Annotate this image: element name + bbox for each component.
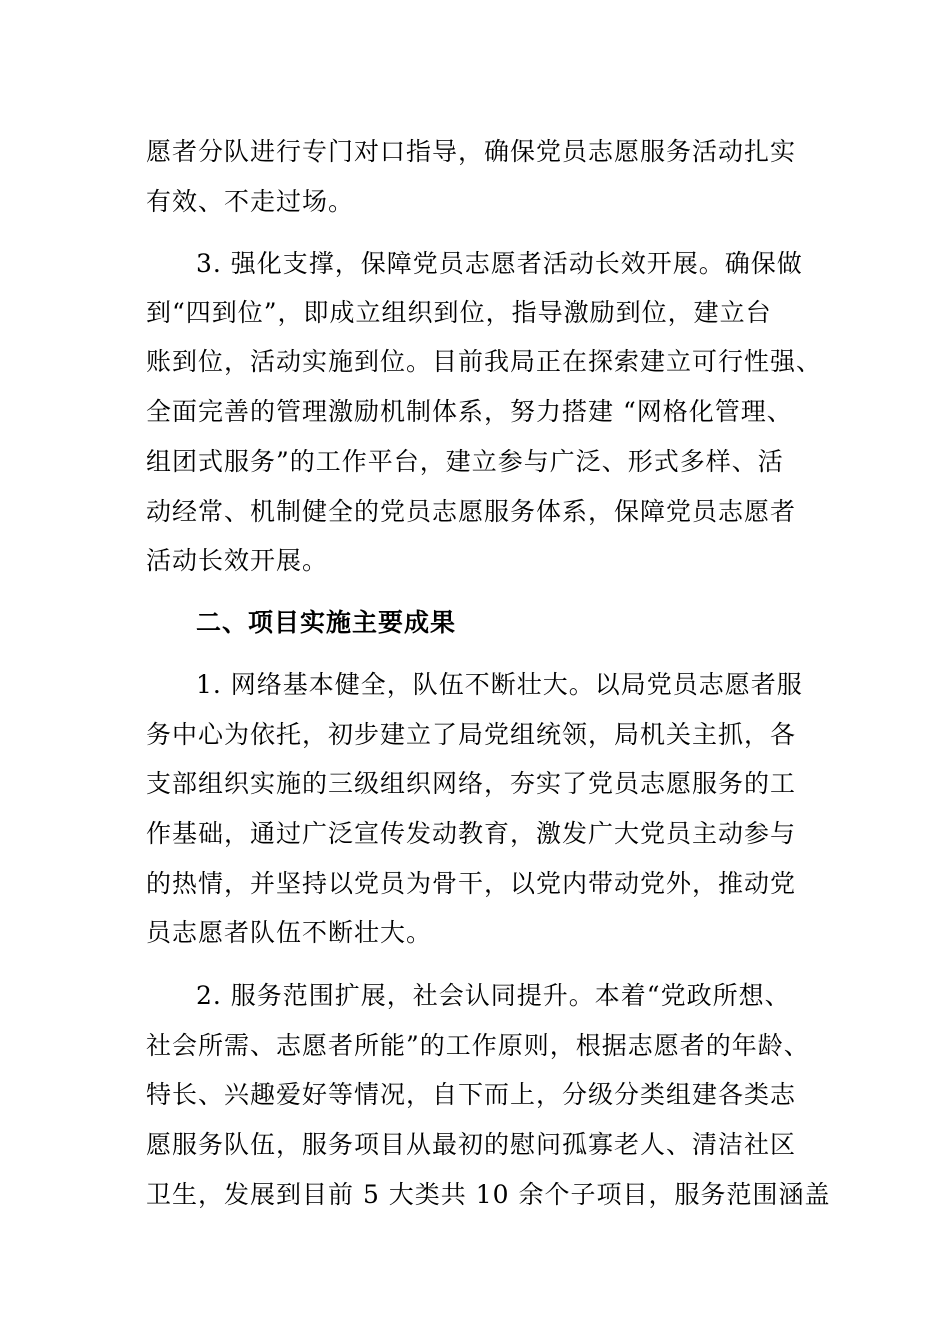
paragraph-line: 3. 强化支撑，保障党员志愿者活动长效开展。确保做 — [196, 249, 803, 278]
paragraph-line: 活动长效开展。 — [146, 546, 329, 575]
paragraph-line: 员志愿者队伍不断壮大。 — [146, 918, 433, 947]
paragraph-line: 2. 服务范围扩展，社会认同提升。本着“党政所想、 — [196, 981, 791, 1010]
paragraph-line: 到“四到位”，即成立组织到位，指导激励到位，建立台 — [146, 298, 772, 327]
section-heading: 二、项目实施主要成果 — [196, 608, 457, 637]
paragraph-line: 全面完善的管理激励机制体系，努力搭建 “网格化管理、 — [146, 397, 793, 426]
paragraph-line: 特长、兴趣爱好等情况，自下而上，分级分类组建各类志 — [146, 1080, 797, 1109]
paragraph-line: 组团式服务”的工作平台，建立参与广泛、形式多样、活 — [146, 447, 784, 476]
paragraph-line: 愿者分队进行专门对口指导，确保党员志愿服务活动扎实 — [146, 137, 797, 166]
paragraph-line: 有效、不走过场。 — [146, 187, 355, 216]
paragraph-line: 动经常、机制健全的党员志愿服务体系，保障党员志愿者 — [146, 497, 797, 526]
paragraph-line: 卫生，发展到目前 5 大类共 10 余个子项目，服务范围涵盖 — [146, 1180, 831, 1209]
paragraph-line: 社会所需、志愿者所能”的工作原则，根据志愿者的年龄、 — [146, 1031, 810, 1060]
paragraph-line: 的热情，并坚持以党员为骨干，以党内带动党外，推动党 — [146, 869, 797, 898]
paragraph-line: 账到位，活动实施到位。目前我局正在探索建立可行性强、 — [146, 347, 823, 376]
paragraph-line: 务中心为依托，初步建立了局党组统领，局机关主抓，各 — [146, 720, 797, 749]
paragraph-line: 作基础，通过广泛宣传发动教育，激发广大党员主动参与 — [146, 819, 797, 848]
paragraph-line: 1. 网络基本健全，队伍不断壮大。以局党员志愿者服 — [196, 670, 803, 699]
paragraph-line: 支部组织实施的三级组织网络，夯实了党员志愿服务的工 — [146, 769, 797, 798]
paragraph-line: 愿服务队伍，服务项目从最初的慰问孤寡老人、清洁社区 — [146, 1130, 797, 1159]
